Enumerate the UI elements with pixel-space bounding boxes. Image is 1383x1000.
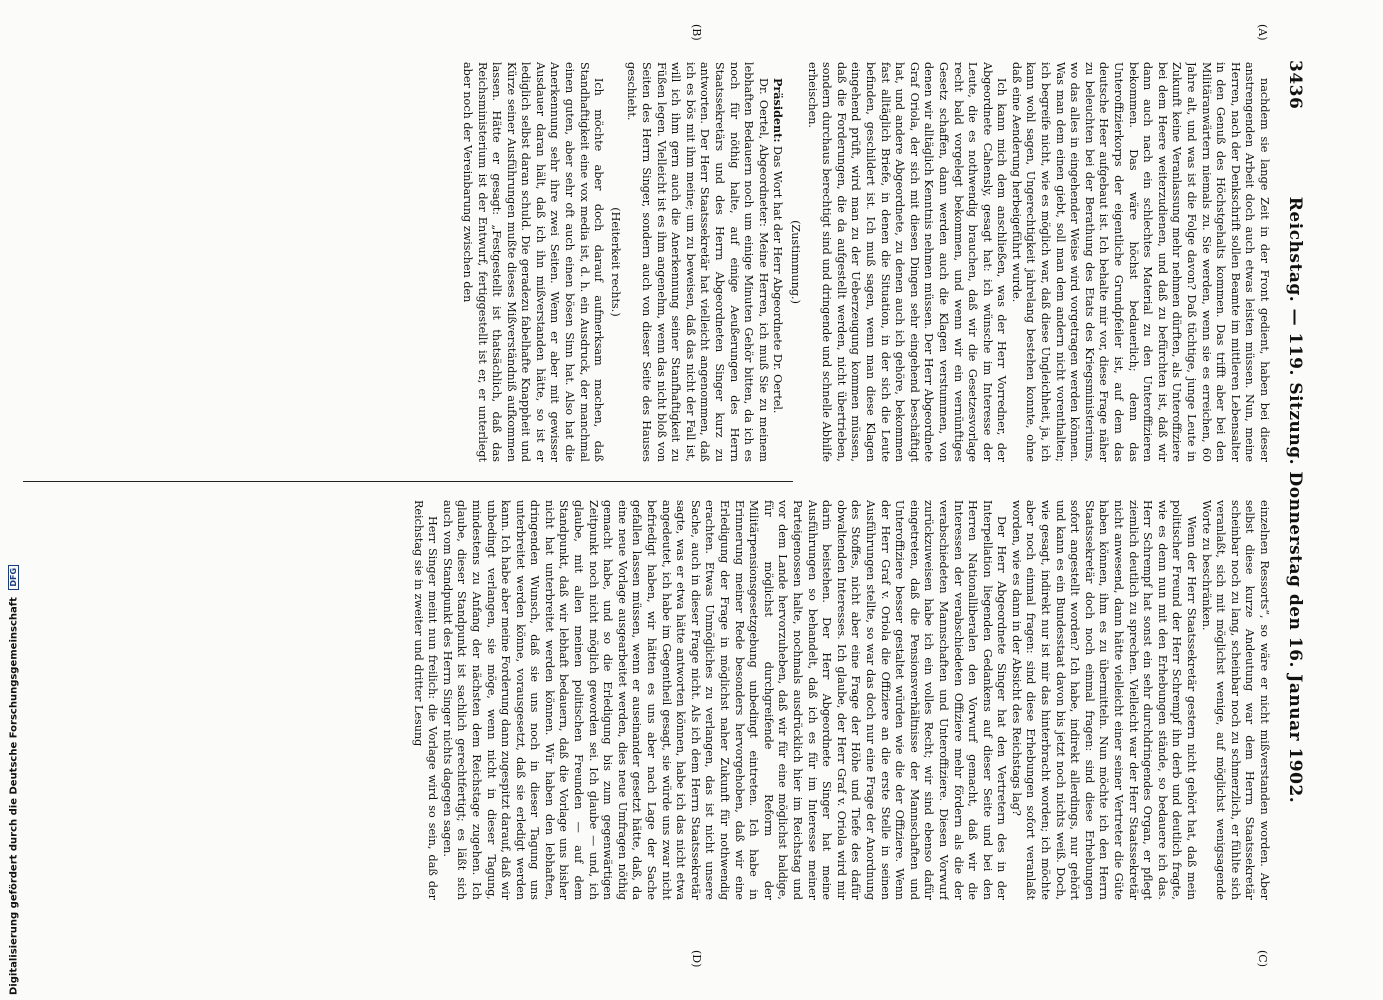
margin-marker-d: (D) [690,950,703,968]
paragraph: Ich kann mich dem anschließen, was der Herr Vorredner, der Abgeordnete Cahensly, gesagt hat: ich wünsche im Interesse der Leute, die es nothwendig brauchen, daß wir die Gesetzesvorlage recht bald vorgelegt bekommen, und wenn wir ein vernünftiges Gesetz schaffen, dann werden auch die Klagen verstummen, von denen wir alltäglich Kenntnis nehmen müssen. Der Herr Abgeordnete Graf Oriola, der sich mit diesen Dingen sehr eingehend beschäftigt hat, und andere Abgeordnete, zu denen auch ich gehöre, bekommen fast alltäglich Briefe, in denen die Situation, in der sich die Leute befinden, geschildert ist. Ich muß sagen, wenn man diese Klagen eingehend prüft, wird man zu der Ueberzeugung kommen müssen, daß die Forderungen, die da aufgestellt werden, nicht übertrieben, sondern durchaus berechtigt sind und dringende und schnelle Abhilfe erheischen. [805,62,1009,462]
president-label: Präsident: [771,78,786,143]
applause-note: (Heiterkeit rechts.) [608,207,622,317]
applause-note: (Zustimmung.) [789,220,802,304]
paragraph: Ich möchte aber doch darauf aufmerksam machen, daß Standhaftigkeit eine vox media ist, d. h. ein Ausdruck, der manchmal einen guten, aber sehr oft auch einen bösen Sinn hat. Also hat die Anerkennung sehr ihre zwei Seiten. Wenn er aber mit gewisser Ausdauer daran hält, daß ich ihn mißverstanden hätte, so ist er lediglich selbst daran schuld. Die geradezu fabelhafte Knappheit und Kürze seiner Ausführungen mußte dieses Mißverständniß aufkommen lassen. Hätte er gesagt: „Festgestellt ist thatsächlich, daß das Reichsministerium ist der Entwurf, fertiggestellt ist er, er unterliegt aber noch der Vereinbarung zwischen den [460,62,606,462]
left-column [31,62,1271,462]
page-title: Reichstag. — 119. Sitzung. Donnerstag den 16. Januar 1902. [1285,196,1305,804]
right-column [31,500,1271,900]
president-paragraph [770,62,786,462]
paragraph: Wenn der Herr Staatssekretär gestern nicht gehört hat, daß mein politischer Freund der Herr Schrempf ihn derb und deutlich fragte, wie es denn nun mit den Erhebungen stände, so bedauere ich das. Herr Schrempf hat sonst ein sehr durchdringendes Organ, er pflegt ziemlich deutlich zu sprechen. Vielleicht war der Herr Staatssekretär nicht anwesend, dann hätte vielleicht einer seiner Vertreter die Güte haben können, ihm es zu übermitteln. Nun möchte ich den Herrn Staatssekretär doch noch einmal fragen: sind diese Erhebungen sofort angestellt worden? Ich habe, indirekt allerdings, nur gehört und kann es ein Bundesstaat davon bis jetzt noch nichts weiß. Doch, wie gesagt, indirekt nur ist mir das hinterbracht worden; ich möchte aber noch einmal fragen: sind diese Erhebungen sofort veranlaßt worden, wie es dann in der Absicht des Reichstags lag? [1009,500,1199,900]
paragraph: nachdem sie lange Zeit in der Front gedient, haben bei dieser anstrengenden Arbeit doch auch etwas leisten müssen. Nun, meine Herren, nach der Denkschrift sollen Beamte im mittleren Lebensalter in den Genuß des Höchstgehalts kommen. Das trifft aber bei den Militäranwärtern niemals zu. Sie werden, wenn sie es erreichen, 60 Jahre alt, und was ist die Folge davon? Daß tüchtige, junge Leute in Zukunft keine Veranlassung mehr nehmen dürften, als Unteroffiziere bei dem Heere weiterzudienen, und daß zu befürchten ist, daß wir dann auch nach ein schlechtes Material zu den Unteroffizieren bekommen. Das wäre höchst bedauerlich; denn das Unteroffizierkorps der eigentliche Grundpfeiler ist, auf dem das deutsche Heer aufgebaut ist. Ich behalte mir vor, diese Frage näher zu beleuchten bei der Berathung des Etats des Kriegsministeriums, wo das alles in eingehender Weise wird vorgetragen werden können. Was man dem einen giebt, soll man dem andern nicht vorenthalten; ich begreife nicht, wie es möglich war, daß diese Ungleichheit, ja, ich kann wohl sagen, Ungerechtigkeit jahrelang bestehen konnte, ohne daß eine Aenderung herbeigeführt wurde. [1009,62,1271,462]
paragraph: einzelnen Ressorts“, so wäre er nicht mißverstanden worden. Aber selbst diese kurze Andeutung war dem Herrn Staatssekretär scheinbar noch zu lang, scheinbar noch zu schmerzlich, er fühlte sich veranlaßt, sich mit möglichst wenige, auf möglichst wenigsagende Worte zu beschränken. [1199,500,1271,900]
margin-marker-b: (B) [690,24,703,41]
dfg-logo: DFG [8,565,19,590]
speaker-paragraph: Dr. Oertel, Abgeordneter: Meine Herren, ich muß Sie zu meinem lebhaften Bedauern noch um einige Minuten Gehör bitten, da ich es noch für nöthig halte, auf einige Aeußerungen des Herrn Staatssekretärs und des Herrn Abgeordneten Singer kurz zu antworten. Der Herr Staatssekretär hat vielleicht angenommen, daß ich es bös mit ihm meine; um zu beweisen, daß das nicht der Fall ist, will ich ihm gern auch die Anerkennung seiner Stanfhaftigkeit zu Füßen legen. Vielleicht ist es ihm angenehm, wenn das nicht bloß von Seiten des Herrn Singer, sondern auch von dieser Seite des Hauses geschieht. [625,62,770,462]
page-number: 3436 [1285,60,1305,110]
paragraph: Herr Singer meint nun freilich: die Vorlage wird so sein, daß der Reichstag sie in zweiter und dritter Lesung [411,500,440,900]
page-header [1275,60,1305,940]
digitization-credit [8,565,20,995]
president-text: Das Wort hat der Herr Abgeordnete Dr. Oertel. [771,146,785,414]
paragraph: Der Herr Abgeordnete Singer hat den Vertretern des in der Interpellation liegenden Gedankens auf dieser Seite und bei den Herren Nationalliberalen den Vorwurf gemacht, daß wir die Interessen der verabschiedeten Offiziere mehr fördern als die der verabschiedeten Mannschaften und Unteroffiziere. Diesen Vorwurf zurückzuweisen habe ich ein volles Recht; wir sind ebenso dafür eingetreten, daß die Pensionsverhältnisse der Mannschaften und Unteroffiziere besser gestaltet würden wie die der Offiziere. Wenn der Herr Graf v. Oriola die Offiziere an die erste Stelle in seinen Ausführungen stellte, so war das doch nur eine Frage der Anordnung des Stoffes, nicht aber eine Frage der Höhe und Tiefe des dafür obwaltenden Interesses. Ich glaube, der Herr Graf v. Oriola wird mir darin beistehen. Der Herr Abgeordnete Singer hat meine Ausführungen so behandelt, daß ich es für im Interesse meiner Parteigenossen halte, nochmals ausdrücklich hier im Reichstag und vor dem Lande hervorzuheben, daß wir für eine möglichst baldige, für möglichst durchgreifende Reform der Militärpensionsgesetzgebung unbedingt eintreten. Ich habe in Erinnerung meiner Rede besonders hervorgehoben, daß wir eine Erledigung der Frage in möglichst naher Zukunft für nothwendig erachten. Etwas Unmögliches zu verlangen, das ist nicht unsere Sache, auch in dieser Frage nicht. Als ich dem Herrn Staatssekretär sagte, was er etwa hätte antworten können, habe ich das nicht etwa angedeutet, ich habe im Gegentheil gesagt, sie würde uns zwar nicht befriedigt haben, wir hätten es uns aber nach Lage der Sache gefallen lassen müssen, wenn er auseinander gesetzt hätte, daß, da eine neue Vorlage ausgearbeitet werden, dies neue Umfragen nöthig gemacht habe, und so die Erledigung bis zum gegenwärtigen Zeitpunkt noch nicht möglich geworden sei. Ich glaube — und, ich glaube, mit allen meinen politischen Freunden — auf dem Standpunkt, daß wir lebhaft bedauern, daß die Vorlage uns bisher nicht hat unterbreitet werden können. Wir haben den lebhaften, dringenden Wunsch, daß sie uns noch in dieser Tagung uns unterbreitet werden könne, vorausgesetzt, daß sie erledigt werden kann. Ich habe aber meine Forderung dann zugespitzt darauf, daß wir unbedingt verlangen, sie möge, wenn nicht in dieser Tagung, mindestens zu Anfang der nächsten dem Reichstage zugehen. Ich glaube, dieser Standpunkt ist sachlich gerechtfertigt; es läßt sich auch vom Standpunkt des Herrn Singer nichts dagegen sagen. [440,500,1009,900]
margin-marker-a: (A) [1256,24,1269,41]
margin-marker-c: (C) [1256,950,1269,967]
credit-text: Digitalisierung gefördert durch die Deutsche Forschungsgemeinschaft [8,597,20,995]
column-divider [23,481,793,482]
